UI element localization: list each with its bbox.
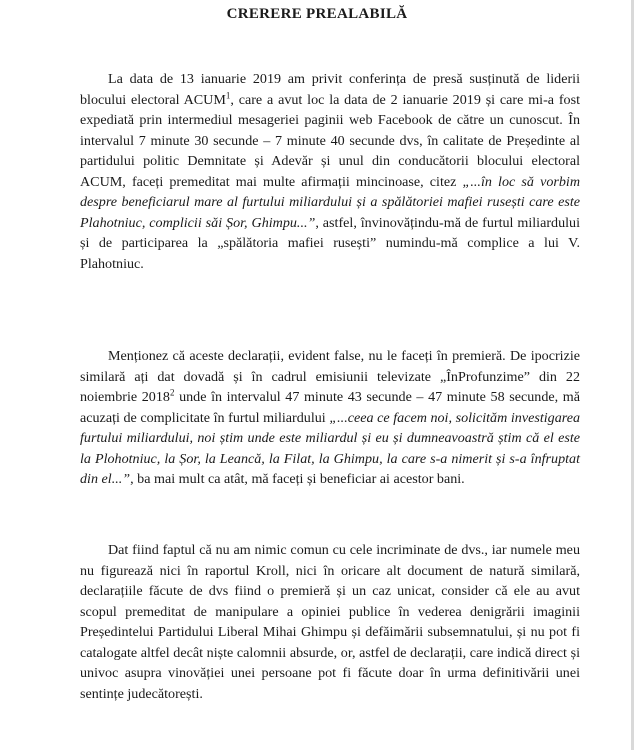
quotation: „...în loc să vorbim despre beneficiarul mare al furtului miliardului și a spălătoriei mafiei rusești care este Plahotniuc, complicii săi Șor, Ghimpu...” <box>80 173 580 231</box>
document-title: CRERERE PREALABILĂ <box>226 6 408 22</box>
paragraph-text: , ba mai mult ca atât, mă faceți și beneficiar ai acestor bani. <box>130 471 465 487</box>
paragraph-text: Dat fiind faptul că nu am nimic comun cu cele incriminate de dvs., iar numele meu nu figurează nici în raportul Kroll, nici în oricare alt document de natură similară, declarațiile făcute de dvs fiind o premieră și un caz unicat, consider că ele au avut scopul premeditat de manipulare a opiniei publice în vederea denigrării imaginii Președintelui Partidului Liberal Mihai Ghimpu și defăimării subsemnatului, și nu pot fi catalogate altfel decât niște calomnii absurde, or, astfel de declarații, care indică direct și univoc asupra vinovăției unei persoane pot fi făcute doar în urma definitivării unei sentințe judecătorești. <box>80 542 580 702</box>
paragraph-tv-broadcast <box>80 346 580 490</box>
footnote-marker: 2 <box>169 387 175 398</box>
footnote-marker: 1 <box>225 89 231 100</box>
paragraph-text: Menționez că aceste declarații, evident false, nu le faceți în premieră. De ipocrizie similară ați dat dovadă și în cadrul emisiunii televizate „ÎnProfunzime” din 22 noiembrie 2018 <box>80 348 580 405</box>
paragraph-text: , care a avut loc la data de 2 ianuarie 2019 și care mi-a fost expediată prin intermediul mesageriei paginii web Facebook de către un cunoscut. În intervalul 7 minute 30 secunde – 7 minute 40 secunde dvs, în calitate de Președinte al partidului politic Demnitate și Adevăr și unul din conducătorii blocului electoral ACUM, faceți premeditat mai multe afirmații mincinoase, citez <box>80 91 580 190</box>
paragraph-press-conference <box>80 69 580 274</box>
paragraph-text: unde în intervalul 47 minute 43 secunde – 47 minute 58 secunde, mă acuzați de complicitate în furtul miliardului <box>80 389 581 426</box>
quotation: „...ceea ce facem noi, solicităm investigarea furtului miliardului, noi știm unde este miliardul și eu și dumneavoastră știm că el este la Plohotniuc, la Șor, la Leancă, la Filat, la Ghimpu, la care s-a nimerit și s-a înfruptat din el...” <box>80 409 581 487</box>
paragraph-text: , astfel, învinovățindu-mă de furtul miliardului și de participarea la „spălătoria mafiei rusești” numindu-mă complice a lui V. Plahotniuc. <box>80 214 581 272</box>
paragraph-text: La data de 13 ianuarie 2019 am privit conferința de presă susținută de liderii blocului electoral ACUM <box>80 71 580 108</box>
paragraph-conclusion <box>80 540 580 704</box>
